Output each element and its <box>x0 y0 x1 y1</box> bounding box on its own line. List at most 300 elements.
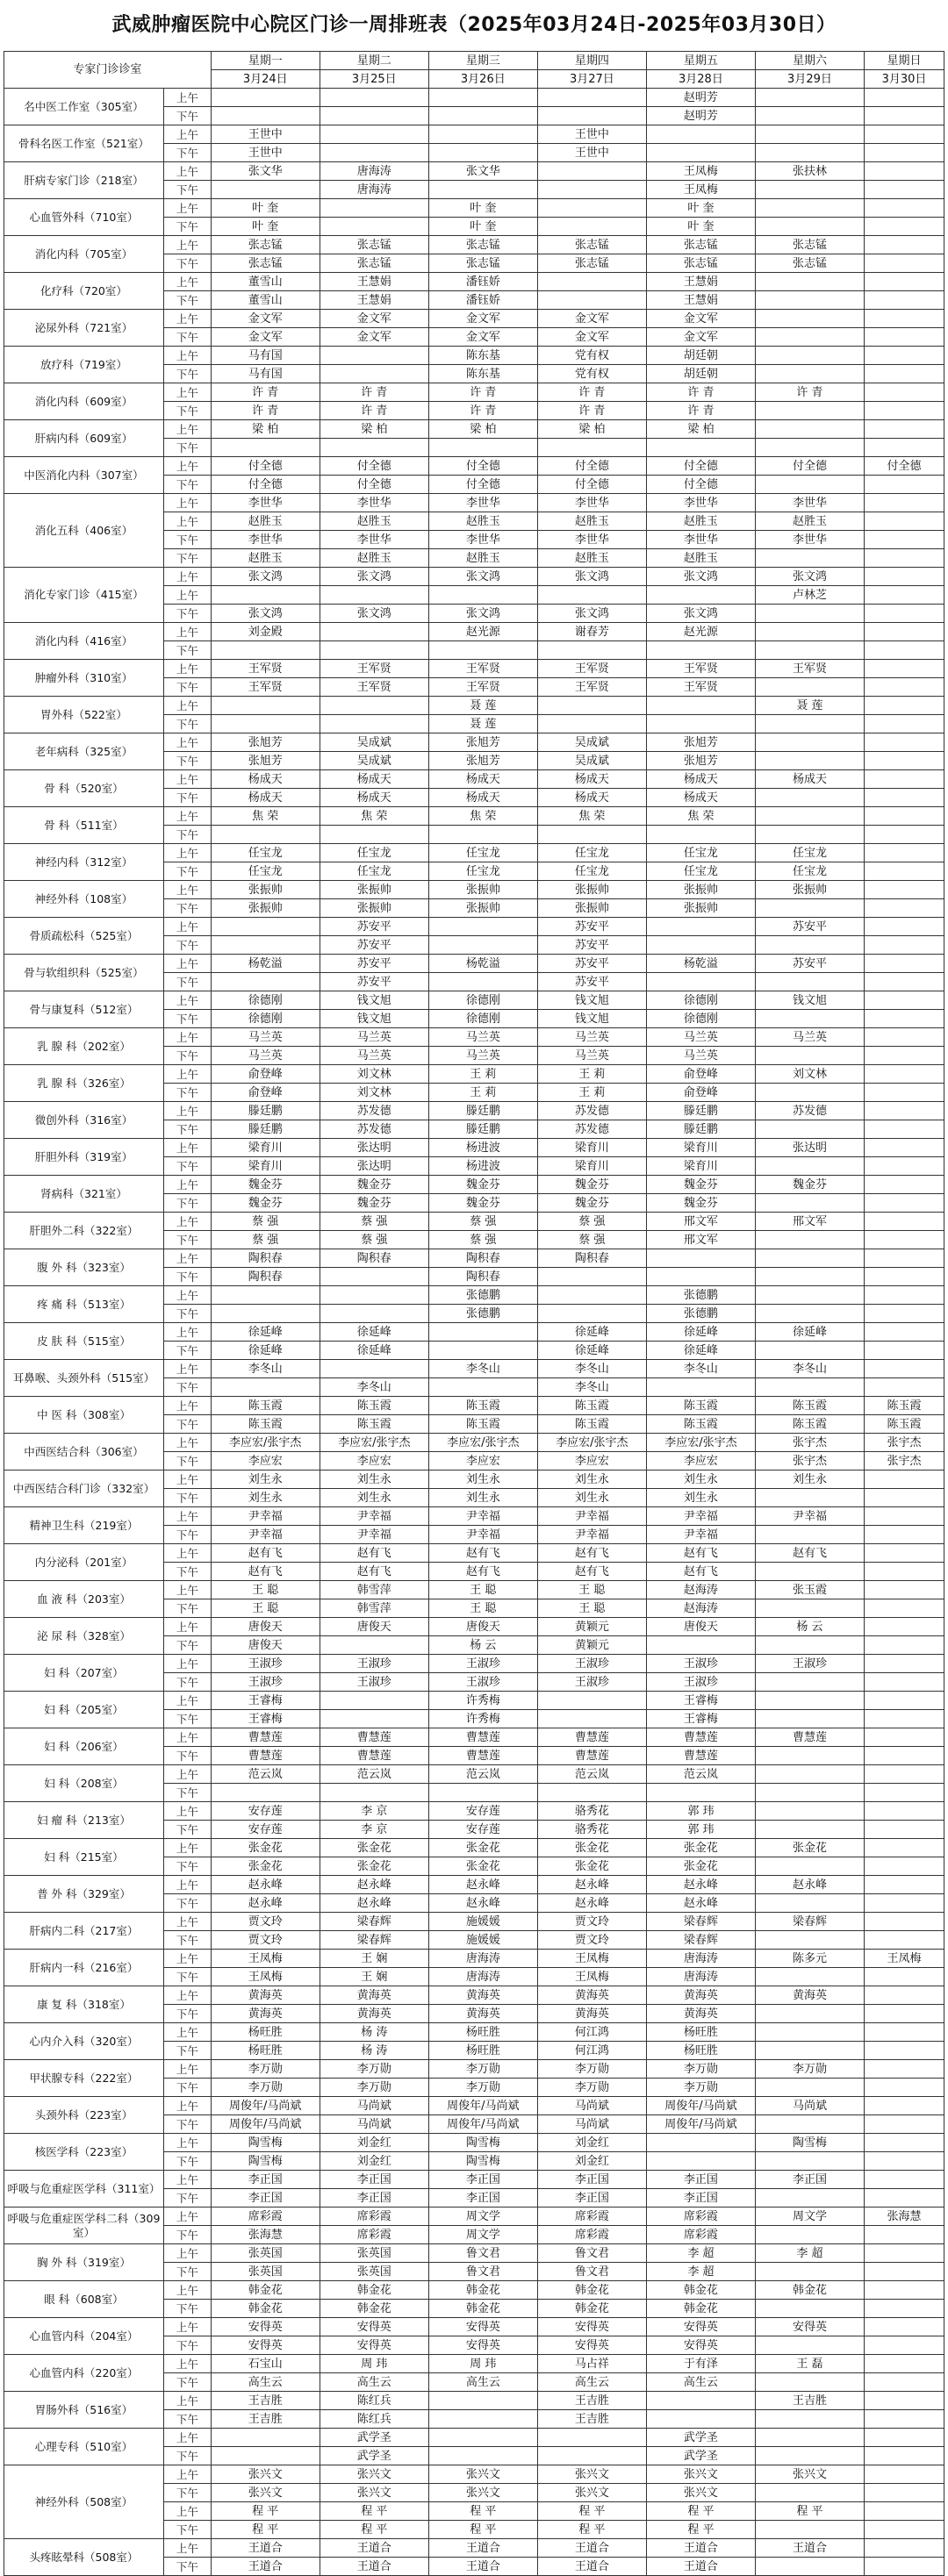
doctor-cell <box>755 181 864 199</box>
doctor-cell <box>537 162 646 181</box>
doctor-cell: 王淑珍 <box>428 1655 537 1673</box>
doctor-cell: 赵有飞 <box>428 1544 537 1563</box>
doctor-cell: 张金花 <box>211 1839 320 1857</box>
doctor-cell: 陈玉霞 <box>755 1415 864 1434</box>
doctor-cell <box>755 1802 864 1821</box>
session-cell: 下午 <box>163 752 211 770</box>
doctor-cell: 武学圣 <box>646 2447 755 2465</box>
doctor-cell <box>646 144 755 162</box>
doctor-cell: 安得英 <box>646 2336 755 2355</box>
doctor-cell <box>864 844 944 862</box>
doctor-cell <box>864 2060 944 2079</box>
session-cell: 上午 <box>163 2281 211 2300</box>
doctor-cell <box>864 2410 944 2429</box>
doctor-cell: 赵胜玉 <box>320 549 428 568</box>
doctor-cell: 席彩霞 <box>537 2226 646 2244</box>
doctor-cell: 魏金芬 <box>646 1194 755 1213</box>
doctor-cell: 金文军 <box>428 310 537 328</box>
doctor-cell: 张志锰 <box>428 236 537 254</box>
doctor-cell <box>864 660 944 678</box>
doctor-cell <box>755 1120 864 1139</box>
doctor-cell <box>755 1286 864 1305</box>
doctor-cell: 韩金花 <box>646 2300 755 2318</box>
doctor-cell: 张振帅 <box>320 899 428 918</box>
doctor-cell <box>864 2115 944 2134</box>
doctor-cell: 王吉胜 <box>755 2392 864 2410</box>
doctor-cell <box>320 697 428 715</box>
doctor-cell: 马兰英 <box>646 1028 755 1047</box>
session-cell: 上午 <box>163 1434 211 1452</box>
doctor-cell <box>864 2042 944 2060</box>
doctor-cell <box>755 1931 864 1950</box>
doctor-cell: 安得英 <box>428 2336 537 2355</box>
doctor-cell <box>646 973 755 991</box>
doctor-cell: 安存莲 <box>211 1802 320 1821</box>
doctor-cell: 鲁文君 <box>428 2244 537 2263</box>
doctor-cell: 许 青 <box>755 383 864 402</box>
doctor-cell <box>864 1378 944 1397</box>
doctor-cell: 高生云 <box>428 2373 537 2392</box>
department-cell: 妇 科（207室） <box>4 1655 164 1692</box>
doctor-cell <box>755 1268 864 1286</box>
doctor-cell <box>864 826 944 844</box>
doctor-cell: 黄颖元 <box>537 1636 646 1655</box>
doctor-cell: 王睿梅 <box>211 1692 320 1710</box>
doctor-cell <box>537 2447 646 2465</box>
doctor-cell: 刘金殿 <box>211 623 320 641</box>
doctor-cell: 徐延峰 <box>211 1323 320 1342</box>
weekday-thu: 星期四 <box>537 52 646 70</box>
doctor-cell: 李正国 <box>211 2171 320 2189</box>
doctor-cell: 许 青 <box>320 402 428 420</box>
session-cell: 下午 <box>163 2521 211 2539</box>
doctor-cell: 魏金芬 <box>211 1176 320 1194</box>
doctor-cell: 张志锰 <box>211 236 320 254</box>
doctor-cell: 王军贤 <box>428 660 537 678</box>
session-cell: 上午 <box>163 770 211 789</box>
table-row <box>4 2355 944 2373</box>
doctor-cell: 杨乾溢 <box>211 955 320 973</box>
doctor-cell: 张金花 <box>211 1857 320 1876</box>
table-row <box>4 2171 944 2189</box>
doctor-cell: 叶 奎 <box>211 218 320 236</box>
doctor-cell: 梁育川 <box>646 1139 755 1157</box>
doctor-cell: 徐延峰 <box>211 1342 320 1360</box>
table-header <box>4 52 944 89</box>
session-cell: 上午 <box>163 623 211 641</box>
doctor-cell: 李正国 <box>211 2189 320 2207</box>
doctor-cell <box>864 1010 944 1028</box>
doctor-cell: 张志锰 <box>320 236 428 254</box>
doctor-cell: 张金花 <box>428 1857 537 1876</box>
doctor-cell <box>211 936 320 955</box>
doctor-cell: 王 娴 <box>320 1968 428 1986</box>
session-cell: 上午 <box>163 1323 211 1342</box>
doctor-cell <box>864 402 944 420</box>
schedule-body <box>4 89 944 2576</box>
doctor-cell: 金文军 <box>428 328 537 347</box>
doctor-cell <box>755 402 864 420</box>
doctor-cell: 王淑珍 <box>320 1655 428 1673</box>
doctor-cell <box>864 2097 944 2115</box>
doctor-cell <box>864 439 944 457</box>
doctor-cell <box>755 1231 864 1249</box>
doctor-cell: 何江鸿 <box>537 2023 646 2042</box>
doctor-cell: 张志锰 <box>646 254 755 273</box>
doctor-cell: 张文华 <box>211 162 320 181</box>
department-cell: 肿瘤外科（310室） <box>4 660 164 697</box>
doctor-cell: 张兴文 <box>428 2465 537 2484</box>
doctor-cell <box>755 807 864 826</box>
doctor-cell: 苏安平 <box>537 936 646 955</box>
doctor-cell <box>320 586 428 605</box>
doctor-cell: 张兴文 <box>646 2484 755 2502</box>
doctor-cell: 李正国 <box>537 2189 646 2207</box>
doctor-cell: 王淑珍 <box>537 1655 646 1673</box>
doctor-cell <box>537 199 646 218</box>
doctor-cell: 王道合 <box>211 2558 320 2576</box>
doctor-cell: 王军贤 <box>537 678 646 697</box>
session-cell: 上午 <box>163 733 211 752</box>
doctor-cell: 杨成天 <box>537 789 646 807</box>
doctor-cell: 李应宏 <box>537 1452 646 1470</box>
department-cell: 胃肠外科（516室） <box>4 2392 164 2429</box>
doctor-cell <box>864 1544 944 1563</box>
doctor-cell: 赵永峰 <box>646 1876 755 1894</box>
session-cell: 下午 <box>163 144 211 162</box>
doctor-cell <box>755 1378 864 1397</box>
table-row <box>4 568 944 586</box>
doctor-cell: 唐俊天 <box>211 1618 320 1636</box>
doctor-cell: 程 平 <box>211 2521 320 2539</box>
doctor-cell: 赵永峰 <box>320 1876 428 1894</box>
doctor-cell <box>864 2134 944 2152</box>
table-row <box>4 383 944 402</box>
doctor-cell: 赵有飞 <box>755 1544 864 1563</box>
doctor-cell <box>755 789 864 807</box>
doctor-cell: 陈玉霞 <box>864 1415 944 1434</box>
doctor-cell <box>211 586 320 605</box>
doctor-cell: 金文军 <box>320 328 428 347</box>
doctor-cell: 张兴文 <box>537 2484 646 2502</box>
doctor-cell: 尹幸福 <box>646 1526 755 1544</box>
session-cell: 上午 <box>163 2355 211 2373</box>
doctor-cell: 张文鸿 <box>755 568 864 586</box>
doctor-cell: 尹幸福 <box>320 1507 428 1526</box>
doctor-cell: 魏金芬 <box>537 1194 646 1213</box>
doctor-cell: 韩金花 <box>755 2281 864 2300</box>
doctor-cell: 骆秀花 <box>537 1802 646 1821</box>
doctor-cell: 李世华 <box>646 531 755 549</box>
doctor-cell: 周 玮 <box>320 2355 428 2373</box>
doctor-cell <box>864 623 944 641</box>
doctor-cell: 刘金红 <box>320 2152 428 2171</box>
table-row <box>4 1802 944 1821</box>
doctor-cell: 张志锰 <box>211 254 320 273</box>
session-cell: 上午 <box>163 1139 211 1157</box>
doctor-cell: 胡廷朝 <box>646 365 755 383</box>
session-cell: 上午 <box>163 199 211 218</box>
department-cell: 神经外科（508室） <box>4 2465 164 2539</box>
session-cell: 下午 <box>163 1342 211 1360</box>
doctor-cell <box>864 365 944 383</box>
doctor-cell: 王世中 <box>537 144 646 162</box>
session-cell: 下午 <box>163 1747 211 1765</box>
doctor-cell <box>755 1673 864 1692</box>
doctor-cell: 贾文玲 <box>537 1931 646 1950</box>
session-cell: 上午 <box>163 697 211 715</box>
doctor-cell: 陶积春 <box>428 1268 537 1286</box>
table-row <box>4 1581 944 1599</box>
doctor-cell: 叶 奎 <box>646 218 755 236</box>
doctor-cell: 张文鸿 <box>320 605 428 623</box>
doctor-cell: 苏安平 <box>537 918 646 936</box>
session-cell: 下午 <box>163 1968 211 1986</box>
doctor-cell: 胡廷朝 <box>646 347 755 365</box>
doctor-cell: 陶雪梅 <box>755 2134 864 2152</box>
session-cell: 下午 <box>163 2484 211 2502</box>
doctor-cell: 张旭芳 <box>211 752 320 770</box>
doctor-cell <box>428 936 537 955</box>
department-cell: 微创外科（316室） <box>4 1102 164 1139</box>
session-cell: 下午 <box>163 826 211 844</box>
doctor-cell <box>864 1084 944 1102</box>
session-cell: 上午 <box>163 494 211 512</box>
session-cell: 上午 <box>163 2465 211 2484</box>
doctor-cell: 蔡 强 <box>211 1213 320 1231</box>
doctor-cell: 张旭芳 <box>211 733 320 752</box>
session-cell: 上午 <box>163 2318 211 2336</box>
table-row <box>4 2023 944 2042</box>
doctor-cell: 张宇杰 <box>755 1434 864 1452</box>
doctor-cell <box>320 1286 428 1305</box>
doctor-cell: 张旭芳 <box>646 752 755 770</box>
doctor-cell <box>755 1968 864 1986</box>
doctor-cell: 唐海涛 <box>428 1950 537 1968</box>
doctor-cell: 付全德 <box>646 457 755 476</box>
doctor-cell: 张宇杰 <box>864 1434 944 1452</box>
table-row <box>4 125 944 144</box>
doctor-cell <box>864 310 944 328</box>
department-cell: 妇 瘤 科（213室） <box>4 1802 164 1839</box>
doctor-cell: 付全德 <box>755 457 864 476</box>
doctor-cell: 张达明 <box>320 1139 428 1157</box>
session-cell: 下午 <box>163 181 211 199</box>
doctor-cell: 马兰英 <box>320 1028 428 1047</box>
doctor-cell <box>755 1249 864 1268</box>
doctor-cell: 贾文玲 <box>211 1931 320 1950</box>
doctor-cell: 唐海涛 <box>320 162 428 181</box>
doctor-cell: 魏金芬 <box>755 1176 864 1194</box>
doctor-cell <box>864 2447 944 2465</box>
doctor-cell: 王道合 <box>537 2539 646 2558</box>
doctor-cell: 王 磊 <box>755 2355 864 2373</box>
doctor-cell: 张金花 <box>646 1839 755 1857</box>
table-row <box>4 1065 944 1084</box>
doctor-cell: 安得英 <box>646 2318 755 2336</box>
doctor-cell <box>864 697 944 715</box>
doctor-cell: 安得英 <box>428 2318 537 2336</box>
doctor-cell <box>864 1784 944 1802</box>
doctor-cell: 俞登峰 <box>646 1065 755 1084</box>
doctor-cell: 金文军 <box>320 310 428 328</box>
doctor-cell: 李世华 <box>755 494 864 512</box>
doctor-cell: 李 超 <box>646 2263 755 2281</box>
doctor-cell: 许秀梅 <box>428 1710 537 1728</box>
doctor-cell: 滕廷鹏 <box>646 1102 755 1120</box>
table-row <box>4 918 944 936</box>
doctor-cell: 俞登峰 <box>211 1084 320 1102</box>
session-cell: 下午 <box>163 1378 211 1397</box>
doctor-cell: 梁春辉 <box>320 1931 428 1950</box>
date-fri: 3月28日 <box>646 70 755 89</box>
doctor-cell: 任宝龙 <box>646 862 755 881</box>
table-row <box>4 2318 944 2336</box>
session-cell: 上午 <box>163 660 211 678</box>
doctor-cell: 尹幸福 <box>646 1507 755 1526</box>
doctor-cell: 席彩霞 <box>211 2207 320 2226</box>
doctor-cell: 高生云 <box>211 2373 320 2392</box>
doctor-cell: 陈多元 <box>755 1950 864 1968</box>
doctor-cell: 李正国 <box>646 2189 755 2207</box>
doctor-cell: 魏金芬 <box>320 1194 428 1213</box>
doctor-cell: 刘金红 <box>537 2134 646 2152</box>
table-row <box>4 1139 944 1157</box>
doctor-cell: 钱文旭 <box>755 991 864 1010</box>
doctor-cell: 李应宏/张宇杰 <box>646 1434 755 1452</box>
doctor-cell: 马兰英 <box>537 1047 646 1065</box>
doctor-cell: 张英国 <box>211 2244 320 2263</box>
table-row <box>4 1544 944 1563</box>
doctor-cell: 李万勋 <box>755 2060 864 2079</box>
doctor-cell <box>864 2318 944 2336</box>
doctor-cell: 邢文军 <box>646 1213 755 1231</box>
doctor-cell: 刘生永 <box>646 1489 755 1507</box>
doctor-cell <box>646 439 755 457</box>
doctor-cell: 徐德刚 <box>428 991 537 1010</box>
table-row <box>4 89 944 107</box>
doctor-cell <box>211 2429 320 2447</box>
doctor-cell: 梁育川 <box>537 1157 646 1176</box>
doctor-cell: 王凤梅 <box>646 162 755 181</box>
doctor-cell: 王 聪 <box>428 1581 537 1599</box>
session-cell: 下午 <box>163 1931 211 1950</box>
session-cell: 上午 <box>163 162 211 181</box>
doctor-cell: 周俊年/马尚斌 <box>428 2115 537 2134</box>
session-cell: 下午 <box>163 1526 211 1544</box>
doctor-cell <box>211 697 320 715</box>
doctor-cell: 李世华 <box>428 494 537 512</box>
doctor-cell: 吴成斌 <box>320 752 428 770</box>
doctor-cell: 梁 柏 <box>211 420 320 439</box>
doctor-cell <box>755 1821 864 1839</box>
doctor-cell: 王军贤 <box>428 678 537 697</box>
doctor-cell: 刘生永 <box>646 1470 755 1489</box>
doctor-cell: 王 聪 <box>211 1581 320 1599</box>
department-cell: 骨与康复科（512室） <box>4 991 164 1028</box>
doctor-cell: 苏发德 <box>537 1120 646 1139</box>
doctor-cell <box>864 1581 944 1599</box>
doctor-cell: 武学圣 <box>646 2429 755 2447</box>
doctor-cell: 程 平 <box>320 2521 428 2539</box>
doctor-cell: 马兰英 <box>428 1028 537 1047</box>
department-cell: 消化内科（705室） <box>4 236 164 273</box>
doctor-cell: 蔡 强 <box>320 1231 428 1249</box>
doctor-cell: 黄海英 <box>428 1986 537 2005</box>
session-cell: 上午 <box>163 420 211 439</box>
doctor-cell <box>320 89 428 107</box>
doctor-cell <box>755 605 864 623</box>
session-cell: 下午 <box>163 2115 211 2134</box>
doctor-cell: 李 京 <box>320 1821 428 1839</box>
doctor-cell: 张文鸿 <box>646 605 755 623</box>
doctor-cell <box>864 770 944 789</box>
doctor-cell: 杨旺胜 <box>428 2023 537 2042</box>
doctor-cell <box>320 365 428 383</box>
doctor-cell: 王军贤 <box>211 678 320 697</box>
doctor-cell <box>755 2079 864 2097</box>
session-cell: 下午 <box>163 1563 211 1581</box>
doctor-cell: 赵永峰 <box>320 1894 428 1913</box>
doctor-cell: 王军贤 <box>755 660 864 678</box>
doctor-cell: 任宝龙 <box>320 862 428 881</box>
session-cell: 上午 <box>163 1176 211 1194</box>
doctor-cell: 王道合 <box>320 2539 428 2558</box>
doctor-cell: 尹幸福 <box>537 1507 646 1526</box>
session-cell: 上午 <box>163 1986 211 2005</box>
doctor-cell <box>755 1526 864 1544</box>
doctor-cell: 马有国 <box>211 347 320 365</box>
doctor-cell: 苏安平 <box>537 955 646 973</box>
doctor-cell <box>755 2373 864 2392</box>
doctor-cell: 李万勋 <box>537 2079 646 2097</box>
doctor-cell: 范云岚 <box>320 1765 428 1784</box>
doctor-cell: 苏安平 <box>320 973 428 991</box>
doctor-cell <box>755 715 864 733</box>
doctor-cell: 魏金芬 <box>428 1176 537 1194</box>
doctor-cell: 王淑珍 <box>211 1655 320 1673</box>
doctor-cell: 黄颖元 <box>537 1618 646 1636</box>
doctor-cell: 赵永峰 <box>537 1894 646 1913</box>
doctor-cell: 杨旺胜 <box>428 2042 537 2060</box>
session-cell: 下午 <box>163 291 211 310</box>
doctor-cell <box>320 1784 428 1802</box>
doctor-cell: 韩金花 <box>211 2281 320 2300</box>
doctor-cell: 王慧娟 <box>320 273 428 291</box>
table-row <box>4 1102 944 1120</box>
doctor-cell <box>864 1563 944 1581</box>
doctor-cell <box>864 2392 944 2410</box>
doctor-cell: 韩雪萍 <box>320 1581 428 1599</box>
session-cell: 下午 <box>163 531 211 549</box>
department-cell: 肾病科（321室） <box>4 1176 164 1213</box>
doctor-cell: 任宝龙 <box>755 862 864 881</box>
doctor-cell <box>864 1802 944 1821</box>
schedule-table <box>4 51 944 2576</box>
doctor-cell: 赵胜玉 <box>537 512 646 531</box>
table-row <box>4 660 944 678</box>
session-cell: 下午 <box>163 1857 211 1876</box>
session-cell: 上午 <box>163 2023 211 2042</box>
doctor-cell: 俞登峰 <box>646 1084 755 1102</box>
doctor-cell: 金文军 <box>211 328 320 347</box>
doctor-cell <box>320 641 428 660</box>
doctor-cell <box>864 1765 944 1784</box>
doctor-cell <box>320 347 428 365</box>
department-cell: 精神卫生科（219室） <box>4 1507 164 1544</box>
doctor-cell: 李应宏/张宇杰 <box>211 1434 320 1452</box>
doctor-cell: 董雪山 <box>211 291 320 310</box>
